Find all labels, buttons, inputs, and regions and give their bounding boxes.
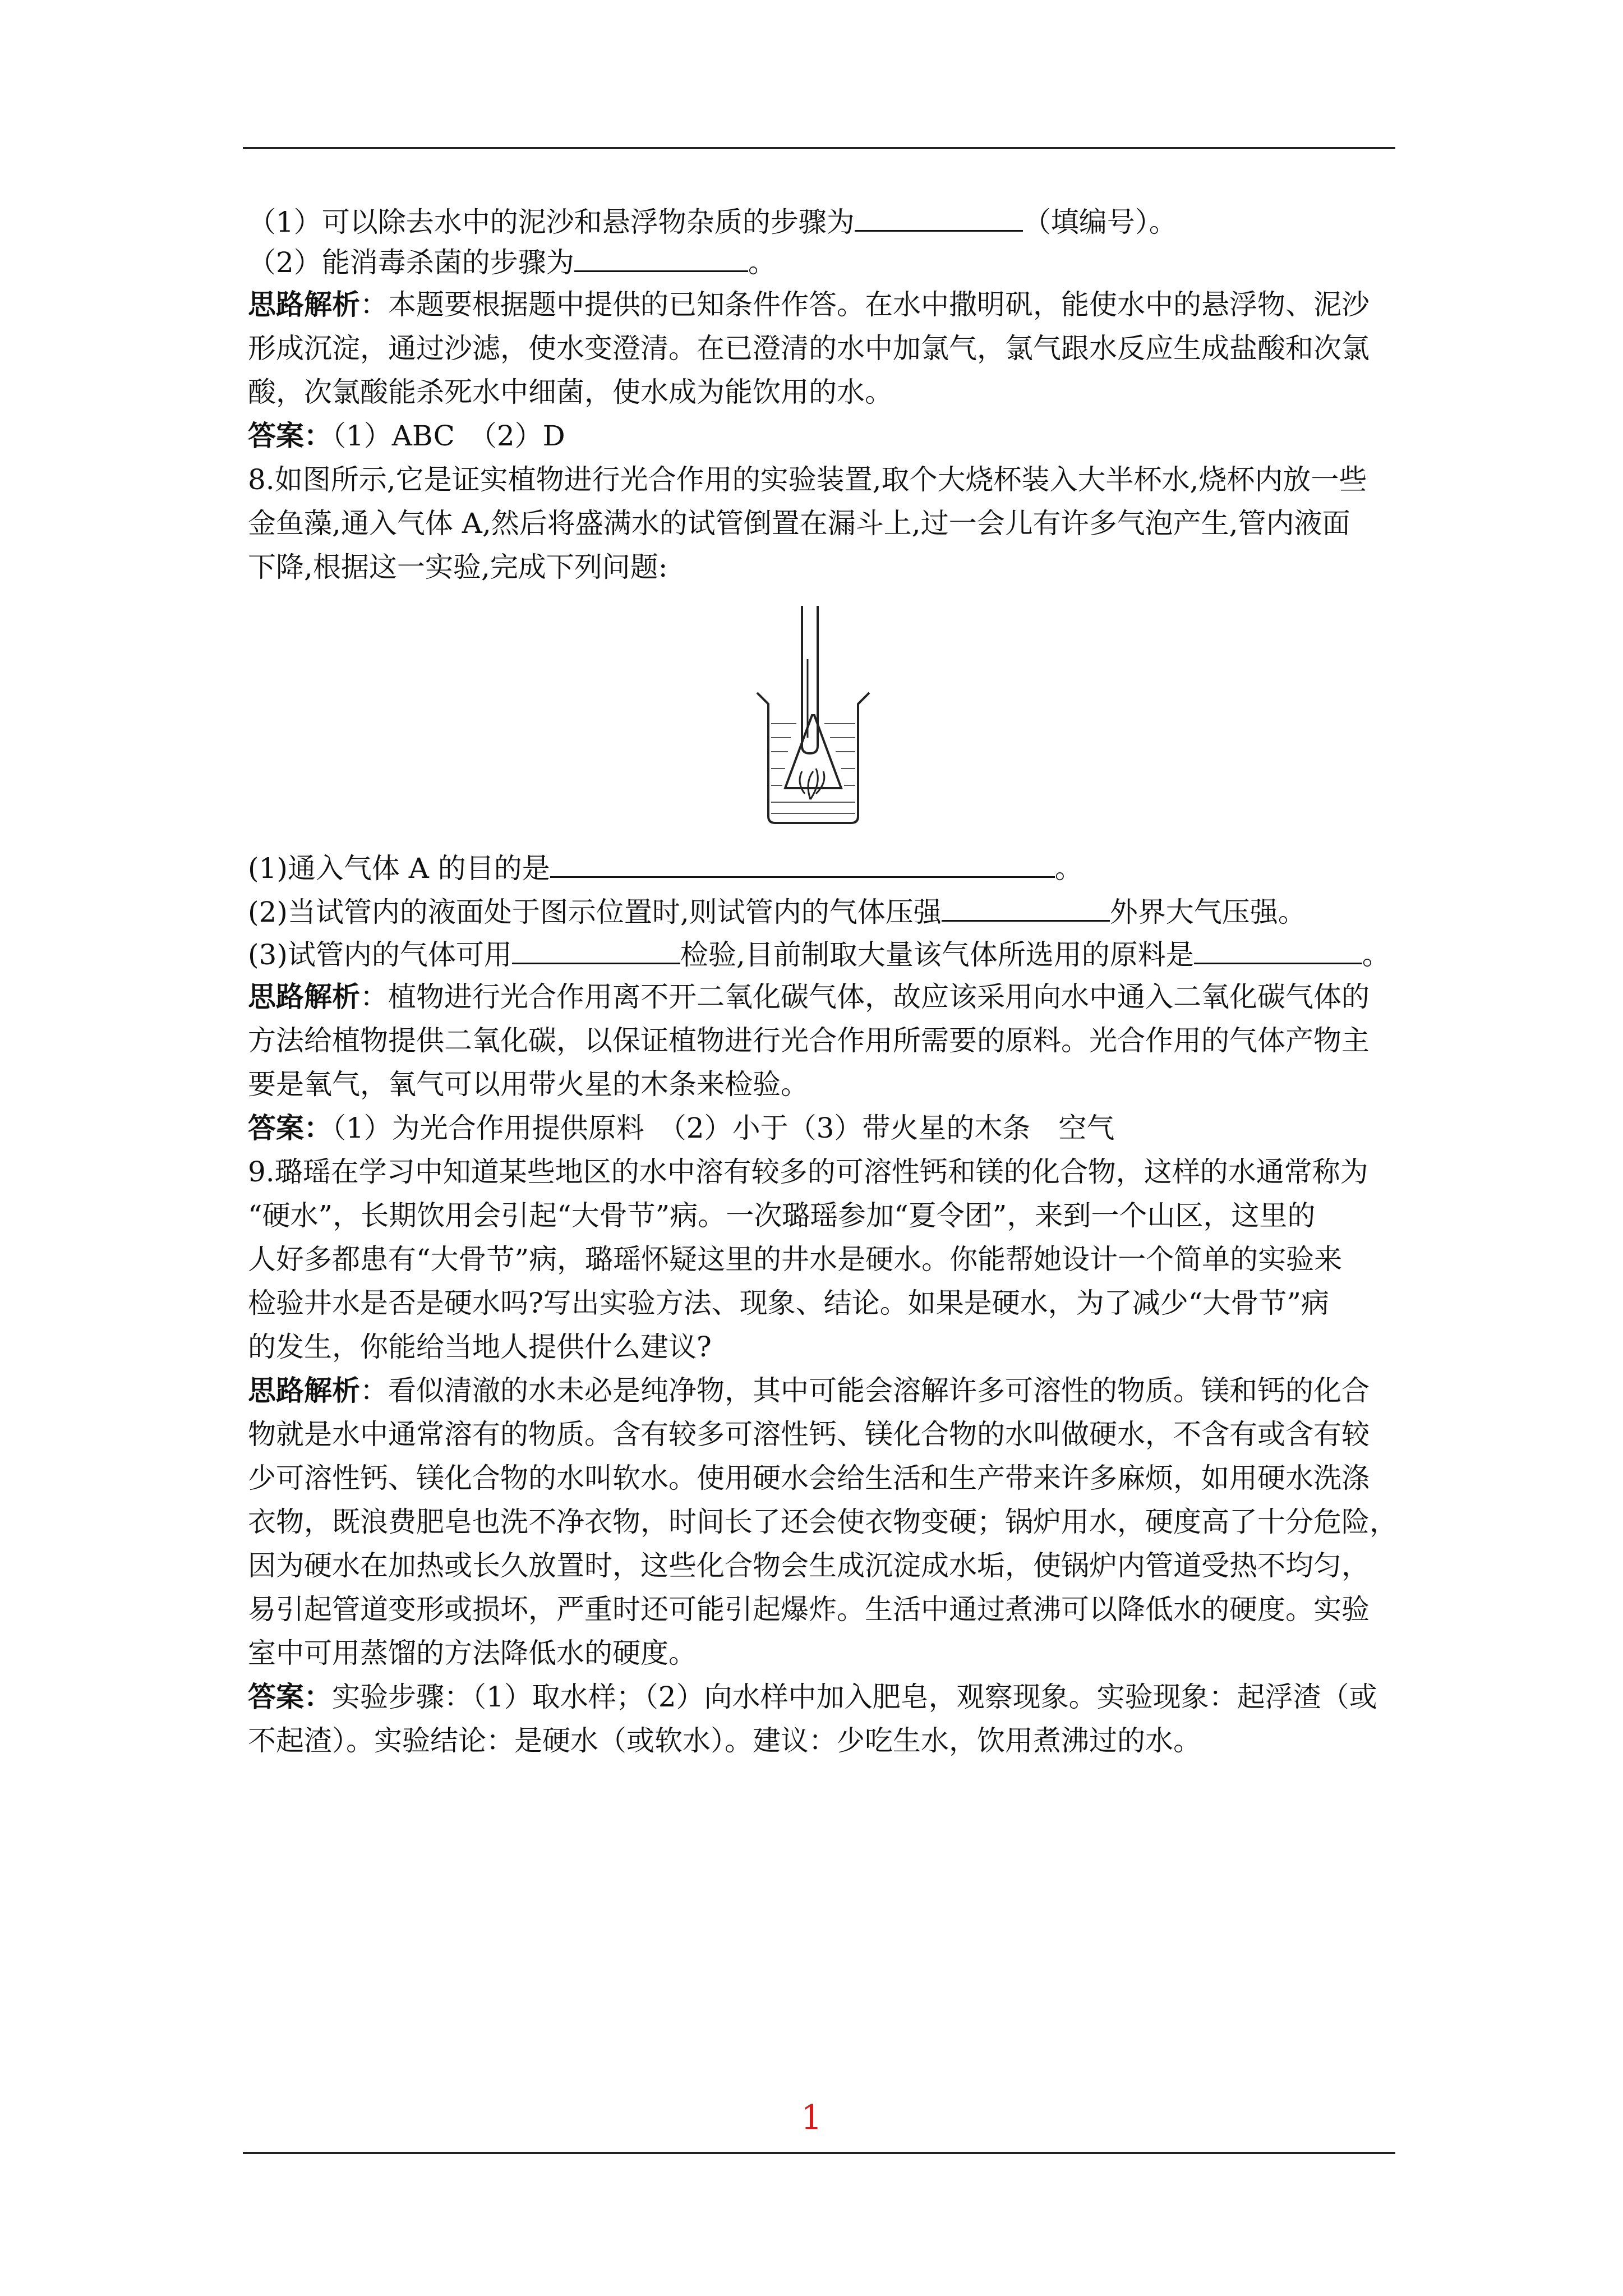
q9-stem: 9.璐瑶在学习中知道某些地区的水中溶有较多的可溶性钙和镁的化合物，这样的水通常称为: [248, 1156, 1368, 1188]
answer-blank[interactable]: [512, 933, 680, 964]
q7-analysis-line: 形成沉淀，通过沙滤，使水变澄清。在已澄清的水中加氯气，氯气跟水反应生成盐酸和次氯: [248, 332, 1370, 365]
q9-answer: 答案：实验步骤：（1）取水样；（2）向水样中加入肥皂，观察现象。实验现象：起浮渣（或: [248, 1680, 1377, 1713]
q7-part2: （2）能消毒杀菌的步骤为 。: [248, 241, 776, 282]
photosynthesis-apparatus-figure: [751, 603, 875, 825]
answer-blank[interactable]: [942, 891, 1110, 922]
q8-stem: 8.如图所示,它是证实植物进行光合作用的实验装置,取个大烧杯装入大半杯水,烧杯内放一些: [248, 463, 1367, 496]
q9-stem: 的发生，你能给当地人提供什么建议?: [248, 1331, 712, 1363]
waterweed: [800, 769, 824, 799]
q9-stem: 人好多都患有“大骨节”病，璐瑶怀疑这里的井水是硬水。你能帮她设计一个简单的实验来: [248, 1243, 1343, 1276]
beaker: [757, 693, 869, 823]
q7-analysis-line: 酸，次氯酸能杀死水中细菌，使水成为能饮用的水。: [248, 376, 893, 408]
q9-analysis-line: 易引起管道变形或损坏，严重时还可能引起爆炸。生活中通过煮沸可以降低水的硬度。实验: [248, 1593, 1370, 1626]
q9-answer-line: 不起渣）。实验结论：是硬水（或软水）。建议：少吃生水，饮用煮沸过的水。: [248, 1724, 1201, 1757]
q9-stem: “硬水”，长期饮用会引起“大骨节”病。一次璐瑶参加“夏令团”，来到一个山区，这里的: [248, 1199, 1316, 1232]
q9-analysis: 思路解析：看似清澈的水未必是纯净物，其中可能会溶解许多可溶性的物质。镁和钙的化合: [248, 1374, 1370, 1407]
q8-stem: 下降,根据这一实验,完成下列问题:: [248, 551, 668, 583]
q8-part1: (1)通入气体 A 的目的是 。: [248, 847, 1083, 888]
q8-answer: 答案：（1）为光合作用提供原料 （2）小于（3）带火星的木条 空气: [248, 1111, 1115, 1144]
answer-blank[interactable]: [1194, 933, 1362, 964]
q8-analysis-line: 要是氧气，氧气可以用带火星的木条来检验。: [248, 1068, 809, 1101]
q7-answer: 答案：（1）ABC （2）D: [248, 419, 565, 452]
header-rule: [243, 147, 1395, 149]
q8-part2: (2)当试管内的液面处于图示位置时,则试管内的气体压强 外界大气压强。: [248, 891, 1306, 932]
q9-analysis-line: 物就是水中通常溶有的物质。含有较多可溶性钙、镁化合物的水叫做硬水，不含有或含有较: [248, 1418, 1370, 1451]
q8-part3: (3)试管内的气体可用 检验,目前制取大量该气体所选用的原料是 。: [248, 933, 1390, 974]
q9-stem: 检验井水是否是硬水吗?写出实验方法、现象、结论。如果是硬水，为了减少“大骨节”病: [248, 1287, 1329, 1319]
answer-blank[interactable]: [550, 847, 1055, 878]
answer-blank[interactable]: [855, 201, 1023, 232]
q8-stem: 金鱼藻,通入气体 A,然后将盛满水的试管倒置在漏斗上,过一会儿有许多气泡产生,管内液面: [248, 507, 1350, 540]
q7-part1: （1）可以除去水中的泥沙和悬浮物杂质的步骤为 （填编号）。: [248, 201, 1177, 242]
footer-rule: [243, 2152, 1395, 2154]
q9-analysis-line: 衣物，既浪费肥皂也洗不净衣物，时间长了还会使衣物变硬；锅炉用水，硬度高了十分危险，: [248, 1506, 1398, 1538]
funnel: [785, 715, 841, 788]
q9-analysis-line: 室中可用蒸馏的方法降低水的硬度。: [248, 1637, 697, 1669]
q8-analysis-line: 方法给植物提供二氧化碳，以保证植物进行光合作用所需要的原料。光合作用的气体产物主: [248, 1024, 1370, 1057]
q9-analysis-line: 因为硬水在加热或长久放置时，这些化合物会生成沉淀成水垢，使锅炉内管道受热不均匀，: [248, 1549, 1370, 1582]
q7-analysis: 思路解析：本题要根据题中提供的已知条件作答。在水中撒明矾，能使水中的悬浮物、泥沙: [248, 288, 1370, 321]
q8-analysis: 思路解析：植物进行光合作用离不开二氧化碳气体，故应该采用向水中通入二氧化碳气体的: [248, 980, 1370, 1013]
q9-analysis-line: 少可溶性钙、镁化合物的水叫软水。使用硬水会给生活和生产带来许多麻烦，如用硬水洗涤: [248, 1462, 1370, 1494]
page-number: 1: [800, 2098, 823, 2137]
test-tube: [802, 606, 818, 753]
answer-blank[interactable]: [574, 241, 748, 272]
